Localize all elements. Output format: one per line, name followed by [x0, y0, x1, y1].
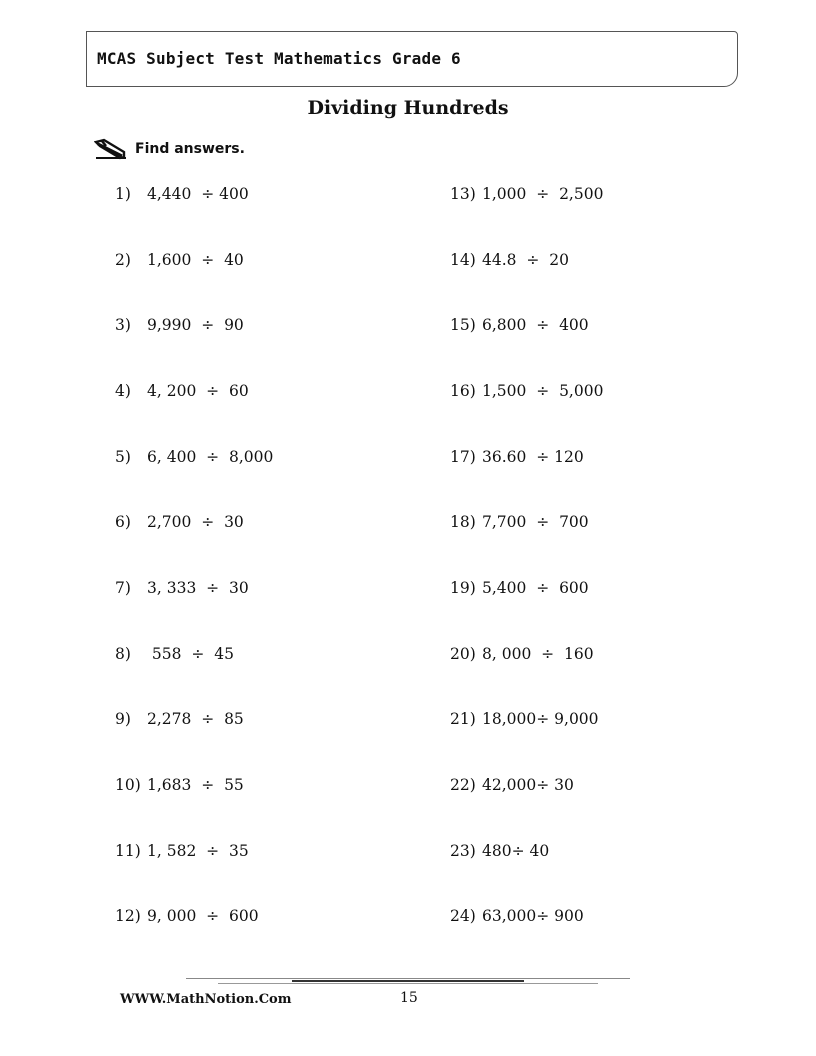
header-title: MCAS Subject Test Mathematics Grade 6	[97, 49, 461, 68]
problem-item: 24) 63,000÷ 900	[450, 907, 584, 925]
problem-item: 8) 558 ÷ 45	[115, 645, 234, 663]
page-number: 15	[400, 990, 418, 1006]
problem-item: 13) 1,000 ÷ 2,500	[450, 185, 604, 203]
pencil-icon	[94, 138, 128, 160]
problem-item: 4) 4, 200 ÷ 60	[115, 382, 249, 400]
problem-item: 1) 4,440 ÷ 400	[115, 185, 249, 203]
problem-item: 12) 9, 000 ÷ 600	[115, 907, 259, 925]
header-box	[86, 31, 738, 87]
problem-item: 17) 36.60 ÷ 120	[450, 448, 584, 466]
problem-item: 21) 18,000÷ 9,000	[450, 710, 599, 728]
problem-item: 5) 6, 400 ÷ 8,000	[115, 448, 274, 466]
problem-item: 19) 5,400 ÷ 600	[450, 579, 589, 597]
problem-item: 7) 3, 333 ÷ 30	[115, 579, 249, 597]
problem-item: 22) 42,000÷ 30	[450, 776, 574, 794]
footer-divider	[218, 983, 598, 984]
footer-divider	[292, 980, 524, 982]
footer-divider	[186, 978, 630, 979]
problem-item: 23) 480÷ 40	[450, 842, 550, 860]
problem-item: 16) 1,500 ÷ 5,000	[450, 382, 604, 400]
instruction-text: Find answers.	[135, 141, 245, 157]
problem-item: 20) 8, 000 ÷ 160	[450, 645, 594, 663]
problem-item: 11) 1, 582 ÷ 35	[115, 842, 249, 860]
problem-item: 2) 1,600 ÷ 40	[115, 251, 244, 269]
problem-item: 18) 7,700 ÷ 700	[450, 513, 589, 531]
problem-item: 3) 9,990 ÷ 90	[115, 316, 244, 334]
problem-item: 14) 44.8 ÷ 20	[450, 251, 569, 269]
problem-item: 9) 2,278 ÷ 85	[115, 710, 244, 728]
problem-item: 6) 2,700 ÷ 30	[115, 513, 244, 531]
problem-item: 15) 6,800 ÷ 400	[450, 316, 589, 334]
problem-item: 10) 1,683 ÷ 55	[115, 776, 244, 794]
instruction	[94, 138, 245, 160]
footer-website: WWW.MathNotion.Com	[120, 992, 292, 1007]
page-title: Dividing Hundreds	[307, 97, 509, 119]
